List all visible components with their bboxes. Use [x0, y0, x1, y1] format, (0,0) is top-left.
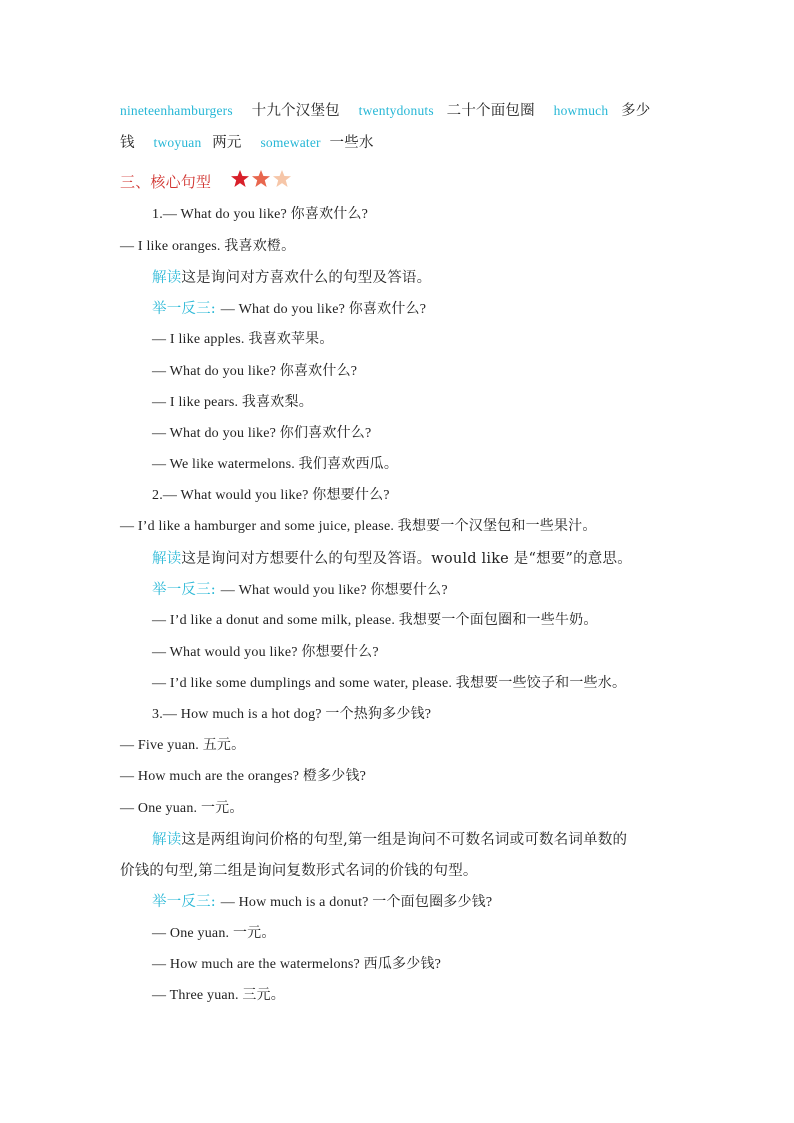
s3-example-3: — Three yuan. 三元。 [152, 988, 286, 1003]
s2-example-0-text: — What would you like? 你想要什么? [220, 583, 448, 598]
s2-answer: — I’d like a hamburger and some juice, please. 我想要一个汉堡包和一些果汁。 [120, 519, 597, 534]
s3-example-2: — How much are the watermelons? 西瓜多少钱? [152, 957, 442, 972]
s3-explanation [152, 830, 627, 850]
vocab-zh-4: 两元 [212, 135, 242, 151]
vocab-en-3: howmuch [553, 103, 609, 118]
s1-example-4: — What do you like? 你们喜欢什么? [152, 426, 372, 441]
s3-example-1: — One yuan. 一元。 [152, 926, 276, 941]
vocab-en-2: twentydonuts [358, 103, 434, 118]
vocab-zh-2: 二十个面包圈 [446, 103, 535, 119]
s3-question: 3.— How much is a hot dog? 一个热狗多少钱? [152, 707, 432, 722]
s2-example-2: — What would you like? 你想要什么? [152, 645, 379, 660]
jiedu-label: 解读 [152, 551, 182, 567]
vocab-en-1: nineteenhamburgers [120, 103, 233, 118]
vocab-zh-3-cont: 钱 [120, 135, 135, 151]
vocab-row-2 [120, 133, 374, 153]
vocab-en-4: twoyuan [153, 135, 202, 150]
star-icon [252, 170, 270, 187]
s3-example-0 [152, 892, 492, 913]
s3-question-2: — How much are the oranges? 橙多少钱? [120, 769, 367, 784]
section-title: 三、核心句型 [120, 173, 212, 191]
s3-example-0-text: — How much is a donut? 一个面包圈多少钱? [220, 895, 493, 910]
s1-example-0-text: — What do you like? 你喜欢什么? [220, 302, 427, 317]
jiedu-label: 解读 [152, 270, 182, 286]
vocab-row-1 [120, 101, 651, 121]
s1-example-3: — I like pears. 我喜欢梨。 [152, 395, 313, 410]
s2-example-1: — I’d like a donut and some milk, please. 我想要一个面包圈和一些牛奶。 [152, 613, 598, 628]
s2-question: 2.— What would you like? 你想要什么? [152, 488, 390, 503]
s3-explanation-text-1: 这是两组询问价格的句型,第一组是询问不可数名词或可数名词单数的 [181, 832, 628, 848]
s1-explanation [152, 268, 431, 288]
juyi-label: 举一反三: [152, 301, 216, 317]
vocab-en-5: somewater [260, 135, 321, 150]
vocab-zh-3: 多少 [621, 103, 651, 119]
difficulty-stars [230, 169, 296, 194]
s2-example-0 [152, 580, 448, 601]
s2-explanation [152, 549, 632, 569]
s3-answer-1: — Five yuan. 五元。 [120, 738, 246, 753]
vocab-zh-1: 十九个汉堡包 [251, 103, 340, 119]
s1-question: 1.— What do you like? 你喜欢什么? [152, 207, 369, 222]
section-heading [120, 169, 296, 194]
jiedu-label: 解读 [152, 832, 182, 848]
s1-example-5: — We like watermelons. 我们喜欢西瓜。 [152, 457, 399, 472]
s1-answer: — I like oranges. 我喜欢橙。 [120, 239, 296, 254]
star-icon [273, 170, 291, 187]
s1-example-2: — What do you like? 你喜欢什么? [152, 364, 358, 379]
s3-explanation-text-2: 价钱的句型,第二组是询问复数形式名词的价钱的句型。 [120, 863, 478, 879]
juyi-label: 举一反三: [152, 894, 216, 910]
star-icon [231, 170, 249, 187]
s2-example-3: — I’d like some dumplings and some water, please. 我想要一些饺子和一些水。 [152, 676, 627, 691]
juyi-label: 举一反三: [152, 582, 216, 598]
vocab-zh-5: 一些水 [329, 135, 374, 151]
s1-example-1: — I like apples. 我喜欢苹果。 [152, 332, 334, 347]
s3-answer-2: — One yuan. 一元。 [120, 801, 244, 816]
s1-explanation-text: 这是询问对方喜欢什么的句型及答语。 [181, 270, 432, 286]
s2-explanation-text: 这是询问对方想要什么的句型及答语。would like 是“想要”的意思。 [181, 551, 632, 567]
s1-example-0 [152, 299, 426, 320]
